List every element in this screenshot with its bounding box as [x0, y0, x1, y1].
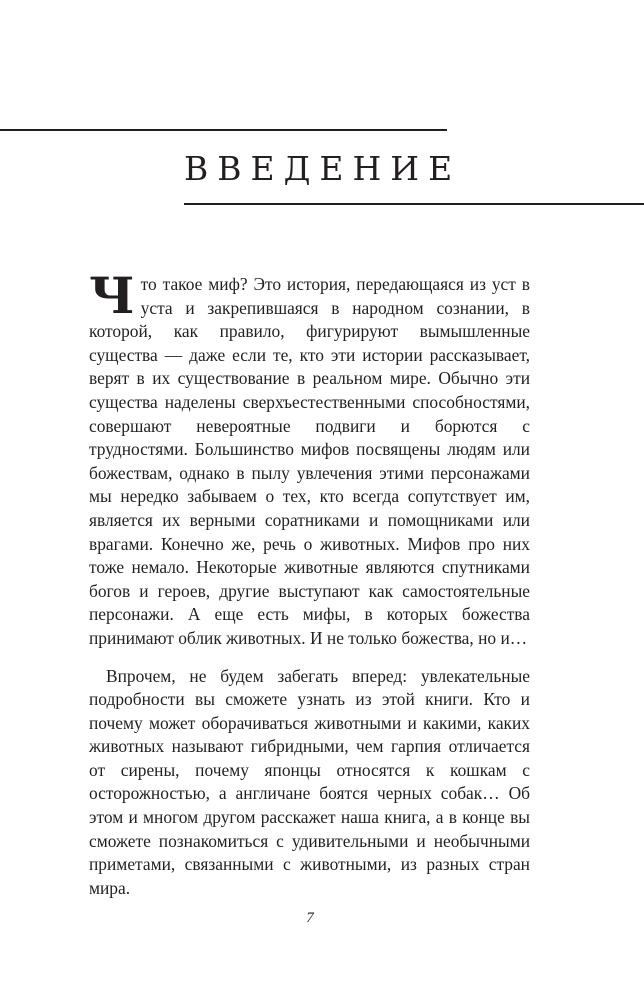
paragraph-1-text: то такое миф? Это история, передающаяся из уст в уста и закрепившаяся в народном сознании, в которой, как правило, фигурируют вымышленные существа — даже если те, кто эти истории рассказывает, верят в их существование в реальном мире. Обычно эти существа наделены сверхъестественными способностями, совершают невероятные подвиги и борются с трудностями. Большинство мифов посвящены людям или божествам, однако в пылу увлечения этими персонажами мы нередко забываем о тех, кто всегда сопутствует им, является их верными соратниками и помощниками или врагами. Конечно же, речь о животных. Мифов про них тоже немало. Некоторые животные являются спутниками богов и героев, другие выступают как самостоятельные персонажи. А еще есть мифы, в которых божества принимают облик животных. И не только божества, но и… — [89, 274, 530, 648]
header-rule-top — [0, 129, 447, 131]
paragraph-2: Впрочем, не будем забегать вперед: увлекательные подробности вы сможете узнать из этой книги. Кто и почему может оборачиваться животными и какими, каких животных называют гибридными, чем гарпия отличается от сирены, почему японцы относятся к кошкам с осторожностью, а англичане боятся черных собак… Об этом и многом другом расскажет наша книга, а в конце вы сможете познакомиться с удивительными и необычными приметами, связанными с животными, из разных стран мира. — [89, 665, 530, 898]
drop-cap: Ч — [89, 266, 135, 325]
chapter-title: ВВЕДЕНИЕ — [184, 149, 462, 188]
page-number: 7 — [306, 910, 314, 926]
header-rule-bottom — [184, 203, 644, 205]
body-text — [89, 266, 530, 900]
paragraph-1 — [89, 266, 530, 651]
